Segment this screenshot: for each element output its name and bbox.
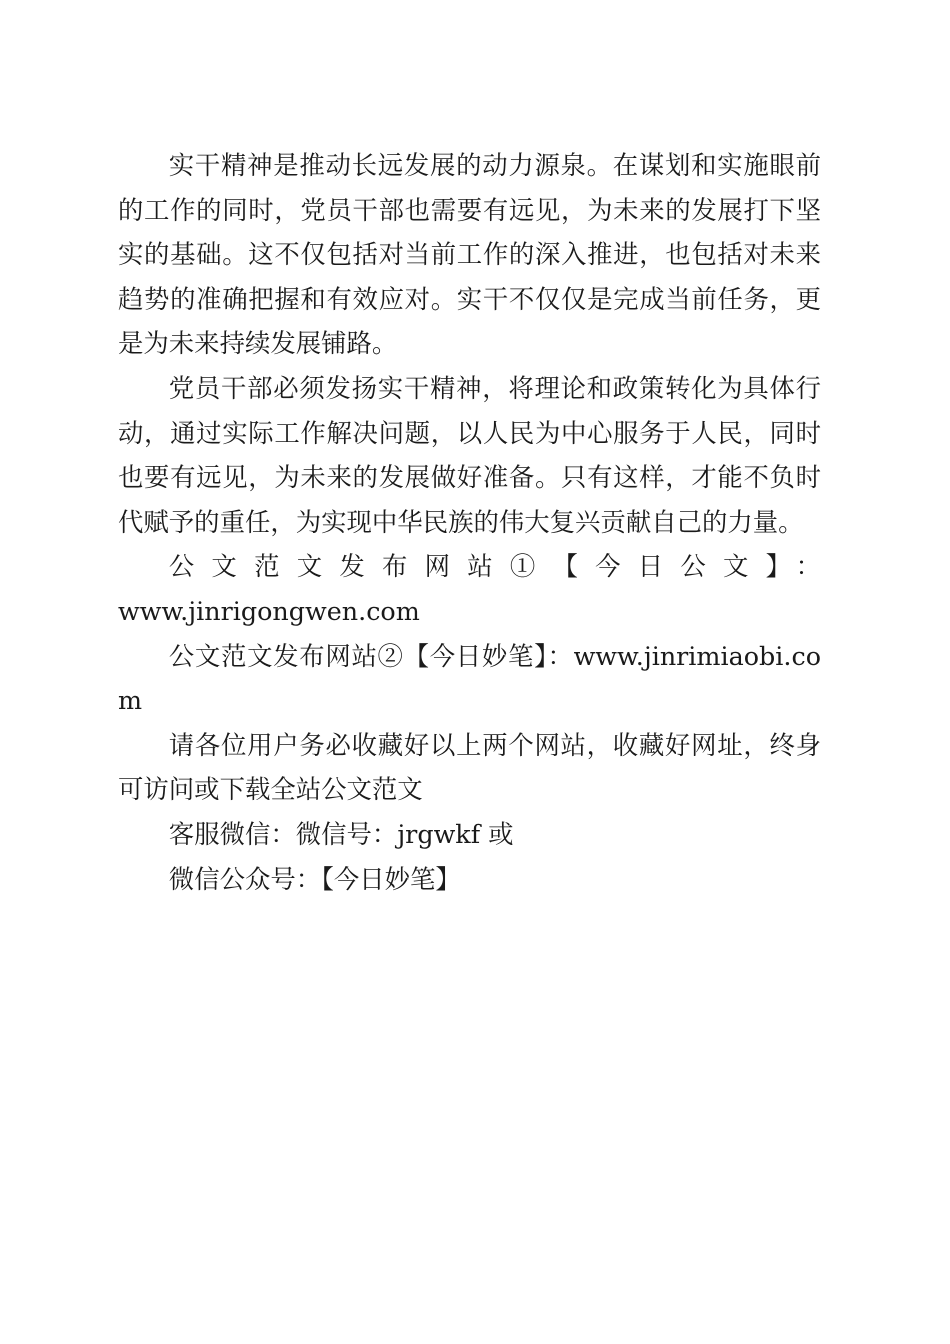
customer-service-wechat: 客服微信：微信号：jrgwkf 或 (168, 818, 514, 849)
paragraph-practical-spirit: 实干精神是推动长远发展的动力源泉。在谋划和实施眼前的工作的同时，党员干部也需要有远见，为未来的发展打下坚实的基础。这不仅包括对当前工作的深入推进，也包括对未来趋势的准确把握和有效应对。实干不仅仅是完成当前任务，更是为未来持续发展铺路。 (118, 150, 821, 359)
paragraph-party-members: 党员干部必须发扬实干精神，将理论和政策转化为具体行动，通过实际工作解决问题，以人民为中心服务于人民，同时也要有远见，为未来的发展做好准备。只有这样，才能不负时代赋予的重任，为实现中华民族的伟大复兴贡献自己的力量。 (118, 372, 821, 537)
wechat-official-account: 微信公众号：【今日妙笔】 (168, 863, 461, 894)
document-body (118, 143, 821, 901)
site2-line: 公文范文发布网站②【今日妙笔】：www.jinrimiaobi.com (118, 640, 821, 716)
site1-label: 公文范文发布网站①【今日公文】： (168, 551, 821, 582)
site1-url: www.jinrigongwen.com (118, 595, 420, 626)
bookmark-notice: 请各位用户务必收藏好以上两个网站，收藏好网址，终身可访问或下载全站公文范文 (118, 729, 821, 805)
